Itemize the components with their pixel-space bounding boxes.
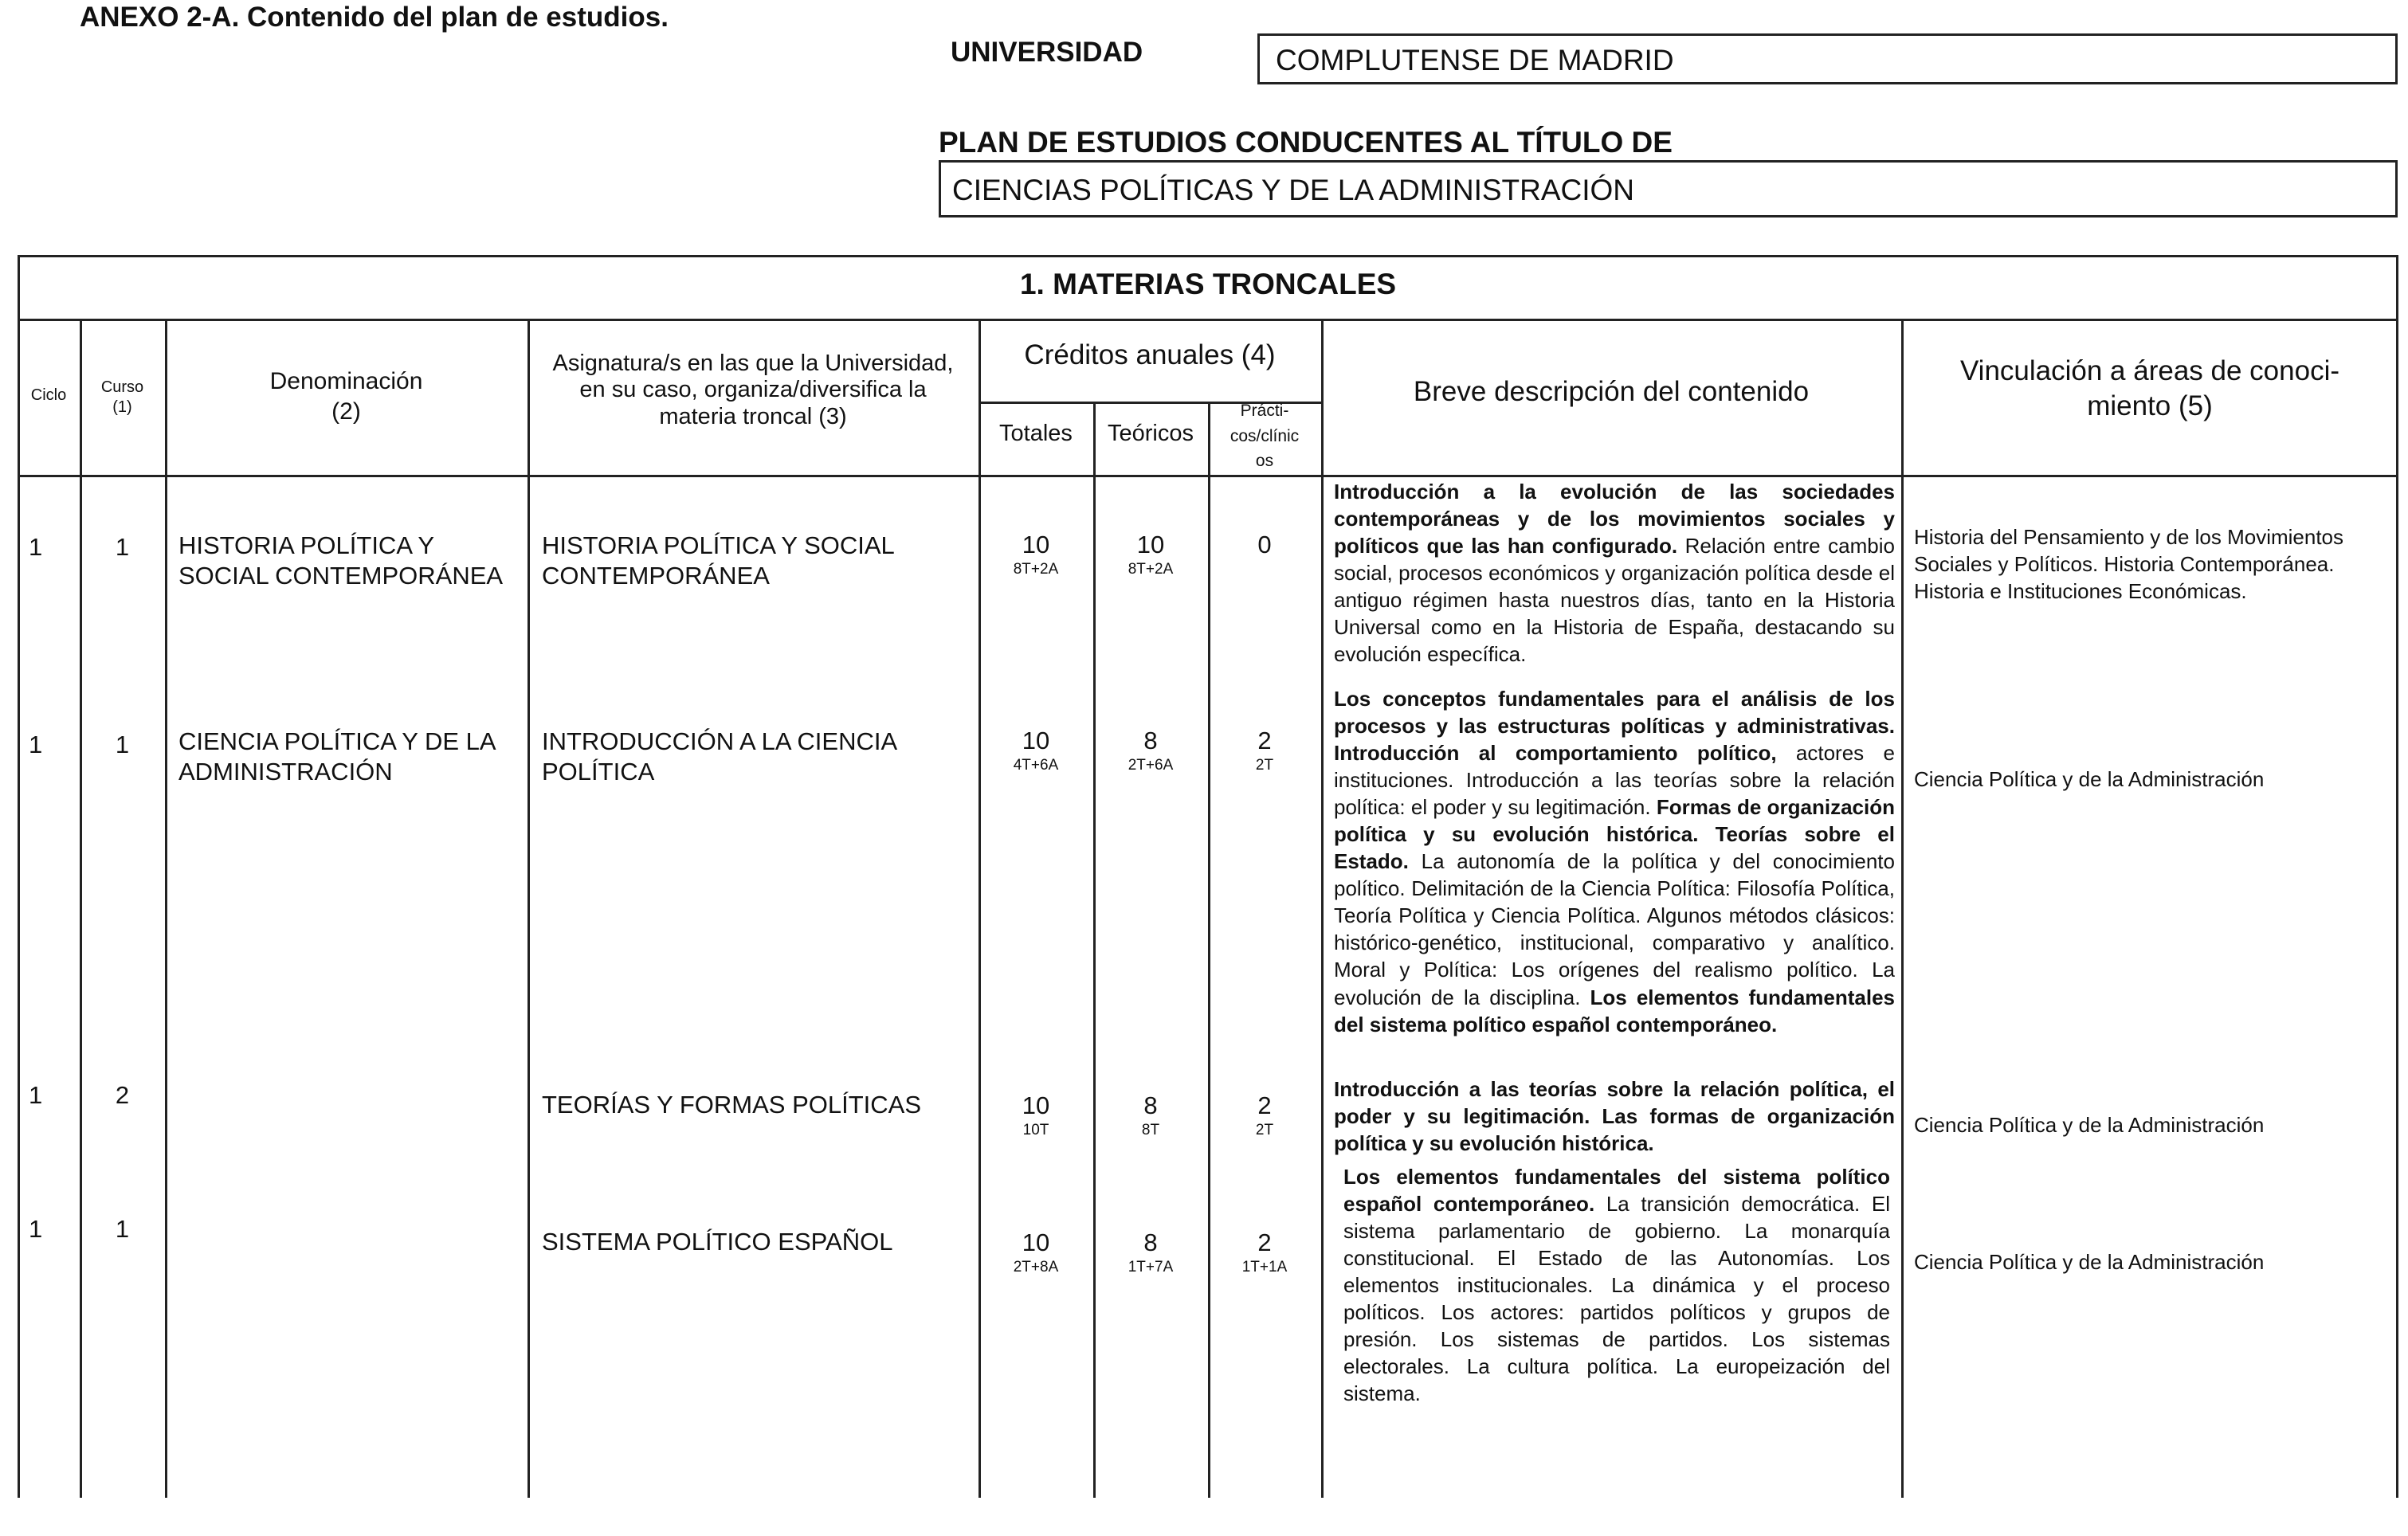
row1-totales-value: 10 bbox=[1022, 531, 1050, 558]
header-denominacion bbox=[165, 366, 527, 426]
row2-desc-bold-2: Formas de organización política y su evolución histórica. Teorías sobre el Estado. bbox=[1334, 795, 1895, 874]
row2-desc-text-1: actores e instituciones. Introducción a las teorías sobre la relación política: el poder y su legitimación. bbox=[1334, 741, 1895, 820]
header-asignaturas-line3: materia troncal (3) bbox=[659, 403, 847, 429]
row2-practicos-value: 2 bbox=[1257, 727, 1272, 754]
header-practicos bbox=[1208, 398, 1321, 474]
table-divider bbox=[18, 319, 2398, 321]
header-curso bbox=[80, 378, 165, 417]
row4-teoricos bbox=[1093, 1230, 1208, 1275]
header-curso-label: Curso bbox=[100, 378, 144, 396]
header-curso-note: (1) bbox=[112, 398, 132, 416]
row4-teoricos-value: 8 bbox=[1143, 1228, 1158, 1256]
university-label: UNIVERSIDAD bbox=[951, 37, 1143, 68]
row1-totales-detail: 8T+2A bbox=[1013, 561, 1059, 578]
row4-totales bbox=[978, 1230, 1093, 1275]
header-vinculacion bbox=[1901, 354, 2398, 424]
header-teoricos: Teóricos bbox=[1108, 421, 1194, 446]
annex-title: ANEXO 2-A. Contenido del plan de estudios. bbox=[80, 2, 669, 33]
row2-practicos bbox=[1208, 728, 1321, 773]
row2-asignatura: INTRODUCCIÓN A LA CIENCIA POLÍTICA bbox=[542, 727, 896, 786]
row2-desc-text-2: La autonomía de la política y del conocimiento político. Delimitación de la Ciencia Política: Filosofía Política, Teoría Política y Ciencia Política. Algunos métodos clásicos: histórico-genético, institucional, comparativo y analítico. Moral y Política: Los orígenes del realismo político. La evolución de la disciplina. bbox=[1334, 849, 1895, 1009]
row1-practicos bbox=[1208, 532, 1321, 557]
column-divider bbox=[165, 319, 167, 1498]
row4-practicos-value: 2 bbox=[1257, 1228, 1272, 1256]
row4-ciclo: 1 bbox=[29, 1215, 43, 1243]
column-divider bbox=[1208, 402, 1210, 1498]
row1-vinculacion: Historia del Pensamiento y de los Movimientos Sociales y Políticos. Historia Contemporánea. Historia e Instituciones Económicas. bbox=[1914, 525, 2344, 603]
row1-practicos-value: 0 bbox=[1257, 531, 1272, 558]
row1-description bbox=[1334, 478, 1895, 668]
row4-practicos-detail: 1T+1A bbox=[1241, 1259, 1288, 1275]
row1-teoricos-value: 10 bbox=[1136, 531, 1165, 558]
row4-desc-bold-1: Los elementos fundamentales del sistema político español contemporáneo. bbox=[1343, 1165, 1890, 1217]
header-practicos-line1: Prácti- bbox=[1240, 402, 1289, 420]
row4-totales-detail: 2T+8A bbox=[1013, 1259, 1059, 1275]
row4-vinculacion: Ciencia Política y de la Administración bbox=[1914, 1250, 2265, 1274]
row3-totales-value: 10 bbox=[1022, 1091, 1050, 1119]
row4-totales-value: 10 bbox=[1022, 1228, 1050, 1256]
row1-denominacion: HISTORIA POLÍTICA Y SOCIAL CONTEMPORÁNEA bbox=[178, 531, 504, 590]
row2-teoricos bbox=[1093, 728, 1208, 773]
row3-ciclo: 1 bbox=[29, 1081, 43, 1109]
row2-desc-bold-3: Los elementos fundamentales del sistema político español contemporáneo. bbox=[1334, 985, 1895, 1036]
header-totales: Totales bbox=[999, 421, 1073, 446]
university-name-box bbox=[1257, 33, 2398, 84]
row3-practicos-detail: 2T bbox=[1255, 1122, 1274, 1138]
column-divider bbox=[527, 319, 530, 1498]
row3-teoricos-value: 8 bbox=[1143, 1091, 1158, 1119]
row2-denominacion: CIENCIA POLÍTICA Y DE LA ADMINISTRACIÓN bbox=[178, 727, 495, 786]
header-creditos: Créditos anuales (4) bbox=[1024, 339, 1276, 370]
row3-teoricos-detail: 8T bbox=[1141, 1122, 1160, 1138]
row1-ciclo: 1 bbox=[29, 533, 43, 561]
row3-practicos bbox=[1208, 1093, 1321, 1138]
row3-totales-detail: 10T bbox=[1022, 1122, 1049, 1138]
degree-title: CIENCIAS POLÍTICAS Y DE LA ADMINISTRACIÓN bbox=[952, 174, 1635, 206]
row2-teoricos-detail: 2T+6A bbox=[1128, 757, 1174, 774]
header-vinculacion-line2: miento (5) bbox=[2087, 390, 2213, 421]
row2-curso: 1 bbox=[115, 731, 130, 758]
row2-description bbox=[1334, 685, 1895, 1038]
university-name: COMPLUTENSE DE MADRID bbox=[1276, 44, 1674, 76]
row2-totales bbox=[978, 728, 1093, 773]
section-title: 1. MATERIAS TRONCALES bbox=[1019, 268, 1397, 300]
column-divider bbox=[1321, 319, 1324, 1498]
header-descripcion: Breve descripción del contenido bbox=[1413, 376, 1810, 407]
header-vinculacion-line1: Vinculación a áreas de conoci- bbox=[1959, 355, 2340, 386]
row1-desc-text-1: Relación entre cambio social, procesos económicos y organización política desde el antiguo régimen hasta nuestros días, tanto en la Historia Universal como en la Historia de España, destacando su evolución específica. bbox=[1334, 534, 1895, 667]
row2-practicos-detail: 2T bbox=[1255, 757, 1274, 774]
row3-desc-bold-1: Introducción a las teorías sobre la relación política, el poder y su legitimación. Las formas de organización política y su evolución histórica. bbox=[1334, 1077, 1895, 1156]
row2-ciclo: 1 bbox=[29, 731, 43, 758]
degree-title-box bbox=[939, 160, 2398, 217]
header-denominacion-note: (2) bbox=[331, 398, 361, 425]
header-practicos-line2: cos/clínic bbox=[1229, 426, 1300, 445]
row2-totales-detail: 4T+6A bbox=[1013, 757, 1059, 774]
row2-totales-value: 10 bbox=[1022, 727, 1050, 754]
header-asignaturas bbox=[527, 351, 978, 430]
row2-teoricos-value: 8 bbox=[1143, 727, 1158, 754]
row3-totales bbox=[978, 1093, 1093, 1138]
header-practicos-line3: os bbox=[1255, 452, 1274, 470]
column-divider bbox=[1901, 319, 1904, 1498]
row1-totales bbox=[978, 532, 1093, 577]
row1-teoricos bbox=[1093, 532, 1208, 577]
header-asignaturas-line1: Asignatura/s en las que la Universidad, bbox=[552, 351, 954, 376]
row4-asignatura: SISTEMA POLÍTICO ESPAÑOL bbox=[542, 1228, 893, 1256]
header-asignaturas-line2: en su caso, organiza/diversifica la bbox=[579, 377, 927, 403]
header-denominacion-label: Denominación bbox=[269, 368, 423, 394]
header-ciclo: Ciclo bbox=[30, 386, 67, 404]
row4-practicos bbox=[1208, 1230, 1321, 1275]
row3-vinculacion: Ciencia Política y de la Administración bbox=[1914, 1113, 2265, 1137]
row3-teoricos bbox=[1093, 1093, 1208, 1138]
row3-curso: 2 bbox=[115, 1081, 130, 1109]
row1-curso: 1 bbox=[115, 533, 130, 561]
plan-label: PLAN DE ESTUDIOS CONDUCENTES AL TÍTULO DE bbox=[939, 126, 1673, 159]
row4-description bbox=[1343, 1163, 1890, 1407]
row1-asignatura: HISTORIA POLÍTICA Y SOCIAL CONTEMPORÁNEA bbox=[542, 531, 894, 590]
column-divider bbox=[80, 319, 82, 1498]
row3-practicos-value: 2 bbox=[1257, 1091, 1272, 1119]
column-divider bbox=[978, 319, 981, 1498]
row3-asignatura: TEORÍAS Y FORMAS POLÍTICAS bbox=[542, 1091, 922, 1119]
row1-desc-bold-1: Introducción a la evolución de las sociedades contemporáneas y de los movimientos sociales y políticos que las han configurado. bbox=[1334, 480, 1895, 558]
row4-desc-text-1: La transición democrática. El sistema parlamentario de gobierno. La monarquía constitucional. El Estado de las Autonomías. Los elementos institucionales. La dinámica y el proceso políticos. Los actores: partidos políticos y grupos de presión. Los sistemas de partidos. Los sistemas electorales. La cultura política. La europeización del sistema. bbox=[1343, 1192, 1890, 1406]
row2-vinculacion: Ciencia Política y de la Administración bbox=[1914, 767, 2265, 791]
row1-teoricos-detail: 8T+2A bbox=[1128, 561, 1174, 578]
row4-teoricos-detail: 1T+7A bbox=[1128, 1259, 1174, 1275]
row4-curso: 1 bbox=[115, 1215, 130, 1243]
row3-description bbox=[1334, 1076, 1895, 1157]
row2-desc-bold-1: Los conceptos fundamentales para el análisis de los procesos y las estructuras políticas y administrativas. Introducción al comportamiento político, bbox=[1334, 687, 1895, 766]
